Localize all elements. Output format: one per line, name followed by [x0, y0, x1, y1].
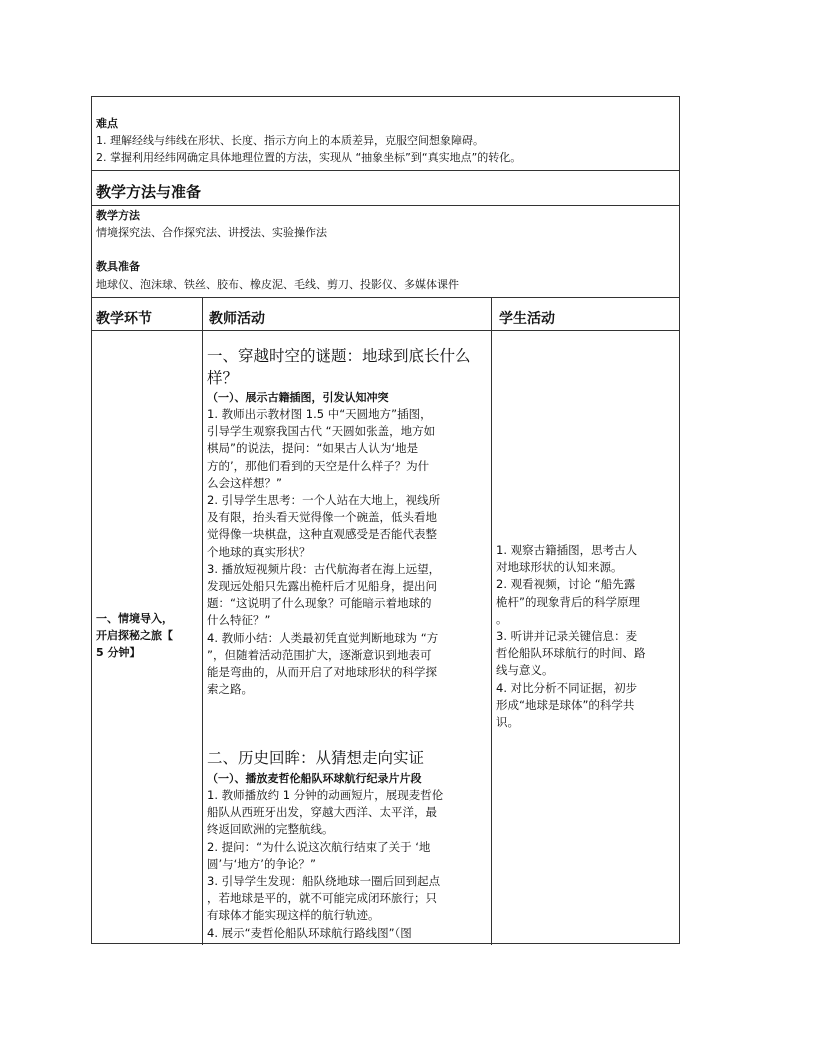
text-line: 什么特征？”	[207, 613, 271, 628]
section-subtitle: （一）、播放麦哲伦船队环球航行纪录片片段	[207, 772, 422, 785]
stage-label: 一、情境导入，	[96, 612, 173, 625]
text-line: 2. 观看视频，讨论 “船先露	[496, 577, 636, 592]
text-line: 索之路。	[207, 682, 253, 697]
text-line: 棋局”的说法，提问：“如果古人认为‘地是	[207, 441, 419, 456]
methods-section	[92, 205, 679, 297]
difficulty-title: 难点	[96, 117, 118, 130]
method-title: 教学方法	[96, 209, 140, 222]
difficulty-item: 2. 掌握利用经纬网确定具体地理位置的方法，实现从 “抽象坐标”到“真实地点”的转化。	[96, 151, 522, 164]
divider	[92, 330, 679, 331]
methods-heading: 教学方法与准备	[96, 183, 202, 201]
text-line: 3. 听讲并记录关键信息：麦	[496, 629, 638, 643]
text-line: 有球体才能实现这样的航行轨迹。	[207, 908, 380, 923]
text-line: 识。	[496, 715, 519, 729]
section-title: 一、穿越时空的谜题：地球到底长什么	[207, 347, 471, 365]
text-line: 个地球的真实形状？	[207, 544, 311, 559]
text-line: 觉得像一块棋盘，这种直观感受是否能代表整	[207, 527, 437, 542]
difficulty-item: 1. 理解经线与纬线在形状、长度、指示方向上的本质差异，克服空间想象障碍。	[96, 134, 484, 147]
text-line: 。	[496, 611, 508, 626]
text-line: 哲伦船队环球航行的时间、路	[496, 646, 646, 661]
text-line: 1. 观察古籍插图，思考古人	[496, 543, 638, 557]
stage-label: 5 分钟】	[96, 646, 141, 659]
text-line: 么会这样想？”	[207, 475, 282, 490]
section-title: 样？	[207, 369, 239, 387]
divider	[92, 297, 679, 298]
header-stage: 教学环节	[96, 311, 152, 327]
text-line: 圆’与‘地方’的争论？”	[207, 856, 316, 871]
text-line: 4. 教师小结：人类最初凭直觉判断地球为 “方	[207, 630, 439, 645]
lesson-plan-page	[91, 96, 680, 944]
difficulty-section	[92, 97, 679, 170]
method-text: 情境探究法、合作探究法、讲授法、实验操作法	[96, 226, 327, 239]
text-line: 1. 教师出示教材图 1.5 中“天圆地方”插图，	[207, 407, 432, 421]
text-line: 题：“这说明了什么现象？可能暗示着地球的	[207, 596, 432, 611]
text-line: 4. 对比分析不同证据，初步	[496, 680, 638, 695]
text-line: 对地球形状的认知来源。	[496, 560, 623, 575]
text-line: 能是弯曲的，从而开启了对地球形状的科学探	[207, 665, 437, 679]
header-teacher: 教师活动	[209, 311, 265, 327]
text-line: 3. 播放短视频片段：古代航海者在海上远望，	[207, 561, 441, 576]
stage-label: 开启探秘之旅【	[96, 629, 173, 642]
text-line: 形成“地球是球体”的科学共	[496, 697, 635, 712]
text-line: 4. 展示“麦哲伦船队环球航行路线图”（图	[207, 925, 412, 940]
tools-text: 地球仪、泡沫球、铁丝、胶布、橡皮泥、毛线、剪刀、投影仪、多媒体课件	[96, 278, 459, 291]
text-line: ”，但随着活动范围扩大，逐渐意识到地表可	[207, 647, 432, 662]
divider	[92, 170, 679, 171]
text-line: 引导学生观察我国古代 “天圆如张盖，地方如	[207, 424, 436, 439]
text-line: 桅杆”的现象背后的科学原理	[496, 594, 640, 609]
text-line: 终返回欧洲的完整航线。	[207, 822, 334, 837]
text-line: 发现远处船只先露出桅杆后才见船身，提出问	[207, 579, 437, 593]
text-line: 线与意义。	[496, 663, 554, 678]
text-line: ，若地球是平的，就不可能完成闭环旅行；只	[207, 891, 437, 906]
tools-title: 教具准备	[96, 260, 140, 273]
text-line: 2. 引导学生思考：一个人站在大地上，视线所	[207, 493, 441, 507]
text-line: 2. 提问：“为什么说这次航行结束了关于 ‘地	[207, 839, 431, 854]
text-line: 船队从西班牙出发，穿越大西洋、太平洋，最	[207, 805, 437, 820]
text-line: 1. 教师播放约 1 分钟的动画短片，展现麦哲伦	[207, 788, 444, 802]
column-divider	[491, 297, 492, 945]
column-divider	[202, 297, 203, 945]
text-line: 3. 引导学生发现：船队绕地球一圈后回到起点	[207, 874, 441, 888]
text-line: 及有限，抬头看天觉得像一个碗盖，低头看地	[207, 510, 437, 525]
section-title: 二、历史回眸：从猜想走向实证	[207, 749, 425, 767]
header-student: 学生活动	[499, 311, 555, 327]
section-subtitle: （一）、展示古籍插图，引发认知冲突	[207, 391, 389, 404]
text-line: 方的’，那他们看到的天空是什么样子？为什	[207, 458, 430, 473]
